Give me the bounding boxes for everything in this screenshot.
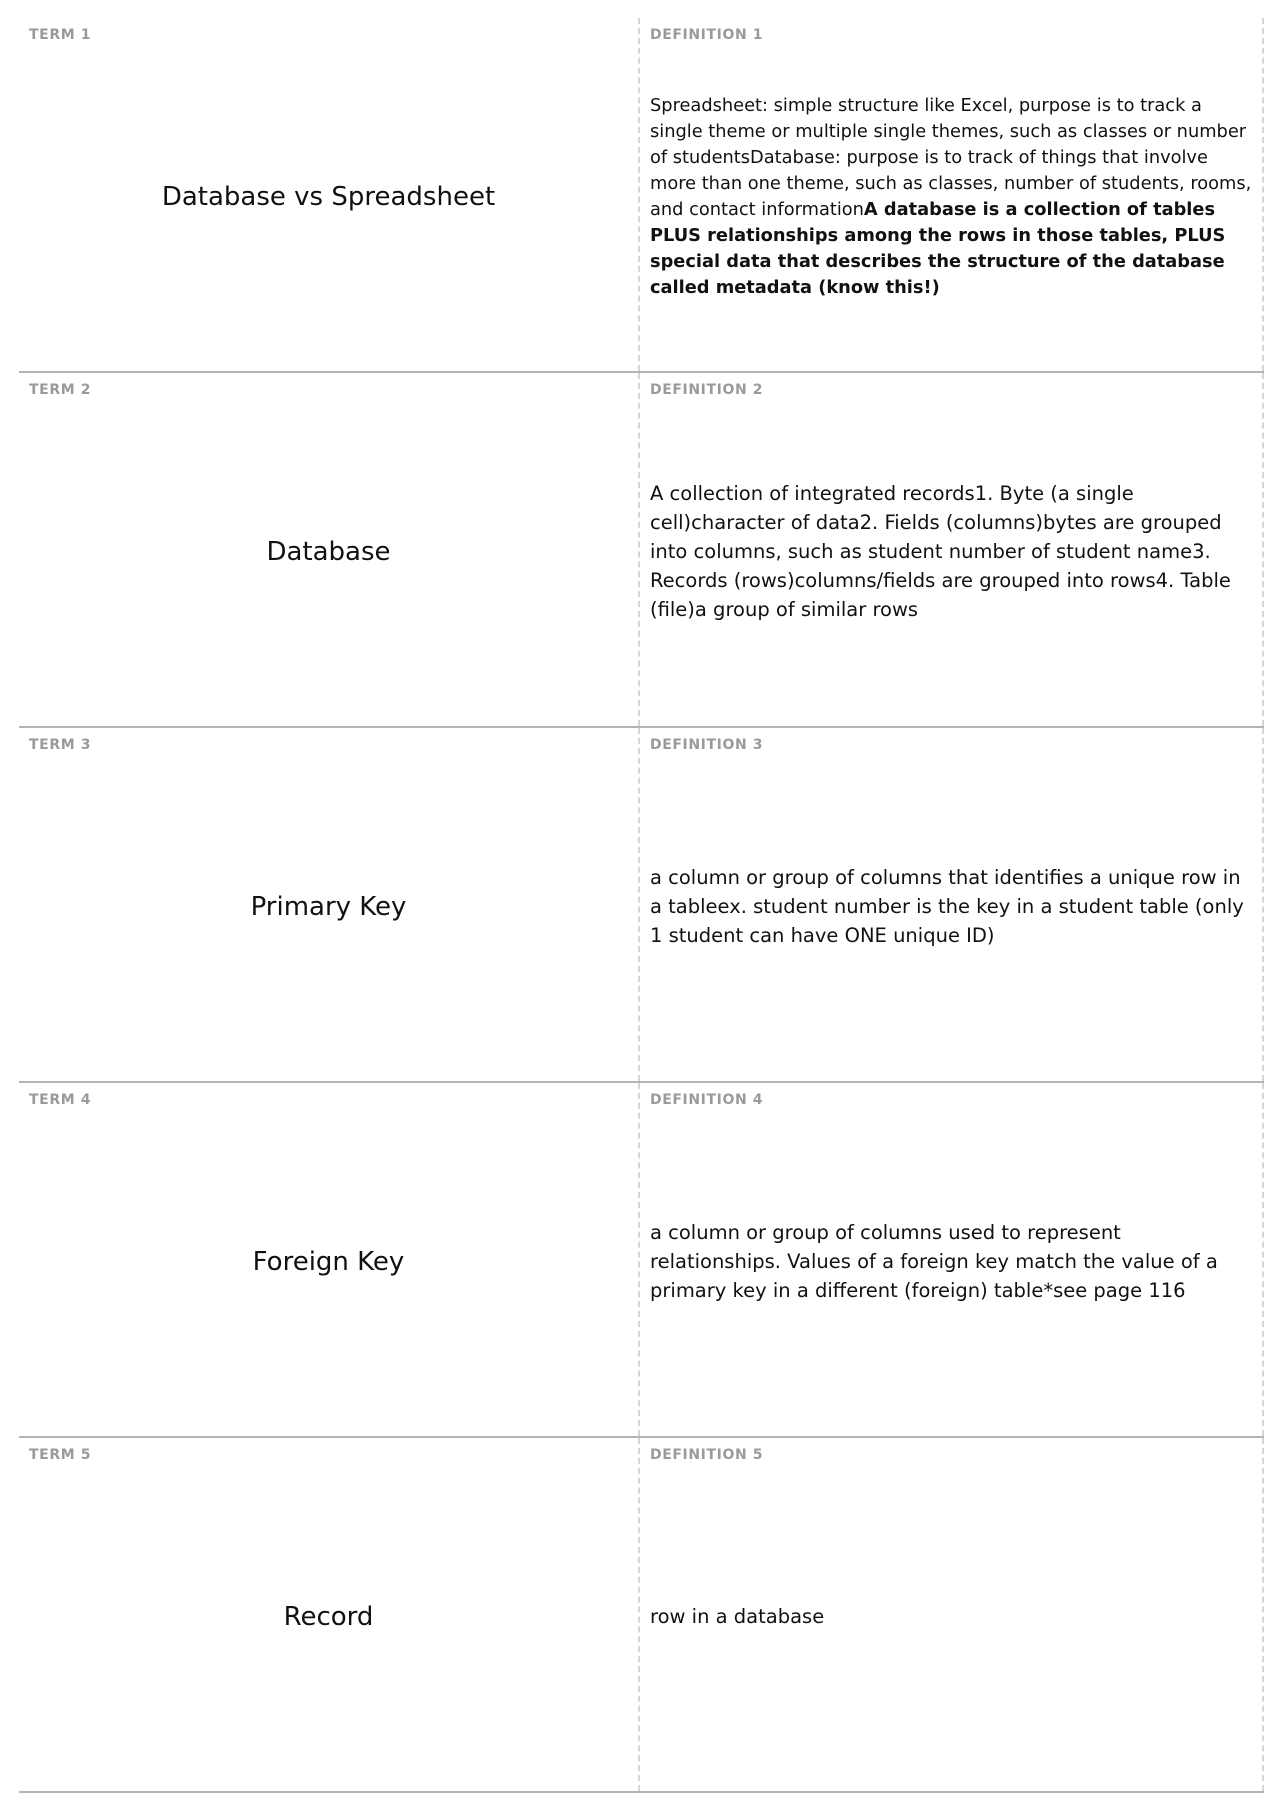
term-text-3: Primary Key: [250, 891, 407, 922]
card-row-3: [19, 728, 1264, 1083]
term-label-1: TERM 1: [29, 27, 92, 43]
term-label-3: TERM 3: [29, 737, 92, 753]
definition-label-2: DEFINITION 2: [650, 382, 764, 398]
term-cell-4: [19, 1083, 640, 1436]
definition-wrap-2: [650, 373, 1254, 726]
term-cell-3: [19, 728, 640, 1081]
card-row-2: [19, 373, 1264, 728]
term-label-4: TERM 4: [29, 1092, 92, 1108]
term-text-5: Record: [283, 1601, 374, 1632]
definition-cell-5: [640, 1438, 1264, 1791]
card-row-1: [19, 18, 1264, 373]
definition-label-5: DEFINITION 5: [650, 1447, 764, 1463]
definition-text-5: row in a database: [650, 1605, 825, 1628]
definition-text-4: a column or group of columns used to represent relationships. Values of a foreign key match the value of a primary key in a different (foreign) table*see page 116: [650, 1221, 1218, 1302]
term-text-4: Foreign Key: [252, 1246, 405, 1277]
definition-cell-4: [640, 1083, 1264, 1436]
term-cell-1: [19, 18, 640, 371]
card-row-4: [19, 1083, 1264, 1438]
term-text-1: Database vs Spreadsheet: [161, 181, 496, 212]
term-text-2: Database: [266, 536, 391, 567]
definition-wrap-4: [650, 1083, 1254, 1436]
definition-cell-2: [640, 373, 1264, 726]
definition-label-4: DEFINITION 4: [650, 1092, 764, 1108]
definition-bold-1: A database is a collection of tables PLUS relationships among the rows in those tables, PLUS special data that describes the structure of the database called metadata (know this!): [650, 198, 1226, 298]
definition-cell-3: [640, 728, 1264, 1081]
card-row-5: [19, 1438, 1264, 1793]
term-label-5: TERM 5: [29, 1447, 92, 1463]
definition-text-1: [650, 93, 1254, 301]
definition-cell-1: [640, 18, 1264, 371]
definition-text-3: a column or group of columns that identifies a unique row in a tableex. student number is the key in a student table (only 1 student can have ONE unique ID): [650, 866, 1244, 947]
term-cell-5: [19, 1438, 640, 1791]
definition-wrap-1: [650, 18, 1254, 371]
definition-label-1: DEFINITION 1: [650, 27, 764, 43]
definition-label-3: DEFINITION 3: [650, 737, 764, 753]
definition-text-2: A collection of integrated records1. Byte (a single cell)character of data2. Fields (columns)bytes are grouped into columns, such as student number of student name3. Records (rows)columns/fields are grouped into rows4. Table (file)a group of similar rows: [650, 482, 1231, 621]
flashcard-sheet: [19, 18, 1264, 1793]
term-label-2: TERM 2: [29, 382, 92, 398]
term-cell-2: [19, 373, 640, 726]
definition-wrap-3: [650, 728, 1254, 1081]
definition-plain-1: Spreadsheet: simple structure like Excel, purpose is to track a single theme or multiple single themes, such as classes or number of studentsDatabase: purpose is to track of things that involve more than one theme, such as classes, number of students, rooms, and contact information: [650, 94, 1252, 220]
definition-wrap-5: [650, 1438, 1254, 1791]
